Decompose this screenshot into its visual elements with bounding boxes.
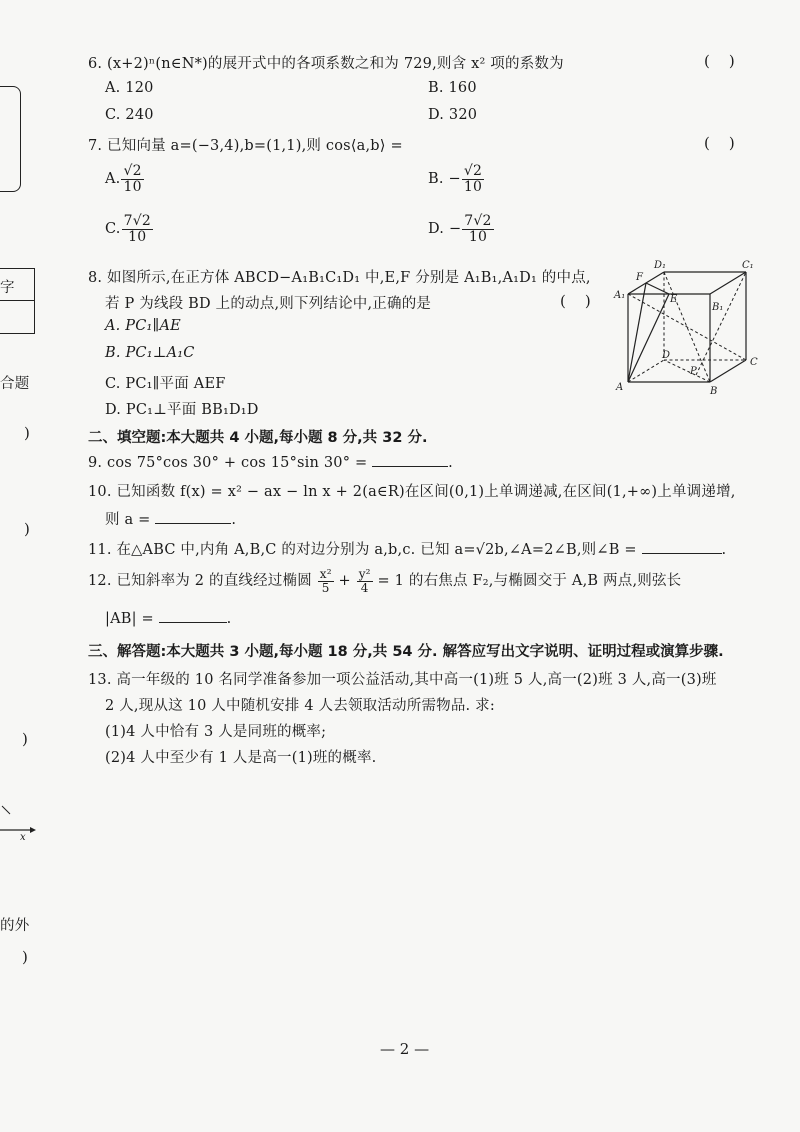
q7-option-a-label: A. [105, 171, 121, 188]
q7-option-a-denominator: 10 [123, 178, 142, 195]
q7-option-b-sign: − [448, 171, 461, 188]
q6-option-b: B. 160 [428, 80, 477, 96]
margin-fragment-heti: 合题 [0, 376, 30, 392]
q12-line1 [88, 568, 681, 594]
label-f: F [636, 272, 643, 283]
q7-answer-paren: ( ) [704, 134, 735, 152]
q8-cube-figure [606, 258, 776, 400]
label-b: B [710, 386, 718, 397]
q6-answer-paren: ( ) [704, 52, 735, 70]
q7-option-b-denominator: 10 [463, 178, 483, 195]
q8-option-b: B. PC₁⊥A₁C [105, 345, 195, 361]
label-e: E [670, 294, 678, 305]
q10-text-line2: 则 a = [105, 512, 151, 528]
q12-fraction-x [318, 568, 334, 594]
q9-text: 9. cos 75°cos 30° + cos 15°sin 30° = [88, 455, 368, 471]
margin-paren-3: ) [22, 730, 28, 748]
q10-line2: 则 a = . [105, 508, 236, 529]
q13-line1: 13. 高一年级的 10 名同学准备参加一项公益活动,其中高一(1)班 5 人,高一(2)班 3 人,高一(3)班 [88, 672, 717, 688]
section2-heading: 二、填空题:本大题共 4 小题,每小题 8 分,共 32 分. [88, 430, 428, 446]
q7-option-d-sign: − [448, 221, 462, 238]
q12-line2: |AB| = . [105, 608, 231, 627]
segment-b-d [664, 360, 710, 382]
q12-plus: + [338, 573, 351, 590]
label-a1: A₁ [614, 290, 626, 301]
q6-option-c: C. 240 [105, 107, 154, 123]
label-p: P [690, 366, 697, 377]
q11-answer-blank [642, 539, 722, 554]
label-c1: C₁ [742, 260, 754, 271]
q7-option-c-label: C. [105, 221, 121, 238]
q7-option-b-fraction [462, 164, 484, 194]
q6-option-d: D. 320 [428, 107, 478, 123]
q6-option-a: A. 120 [105, 80, 154, 96]
q12-fraction-x-numerator: x² [319, 567, 332, 581]
q11-line: 11. 在△ABC 中,内角 A,B,C 的对边分别为 a,b,c. 已知 a=√2b,∠A=2∠B,则∠B = . [88, 538, 726, 559]
margin-fragment-waiwai: 的外 [0, 918, 30, 934]
page-number: — 2 — [380, 1040, 430, 1058]
q8-stem-line2: 若 P 为线段 BD 上的动点,则下列结论中,正确的是 [105, 296, 432, 312]
q7-option-c [105, 214, 153, 244]
q7-option-d-denominator: 10 [468, 228, 488, 245]
q7-option-c-fraction [122, 214, 153, 244]
section3-heading: 三、解答题:本大题共 3 小题,每小题 18 分,共 54 分. 解答应写出文字说明、证明过程或演算步骤. [88, 644, 724, 660]
q9-line: 9. cos 75°cos 30° + cos 15°sin 30° = . [88, 452, 453, 471]
q8-option-d: D. PC₁⊥平面 BB₁D₁D [105, 402, 259, 418]
segment-a1-c [628, 294, 746, 360]
segment-a-f [628, 283, 646, 382]
q13-subquestion-2: (2)4 人中至少有 1 人是高一(1)班的概率. [105, 750, 377, 766]
q8-option-c: C. PC₁∥平面 AEF [105, 376, 226, 392]
q7-stem: 7. 已知向量 a=(−3,4),b=(1,1),则 cos⟨a,b⟩ = [88, 138, 403, 154]
cube-edge-b1-c1 [710, 272, 746, 294]
margin-paren-1: ) [24, 424, 30, 442]
label-b1: B₁ [712, 302, 724, 313]
q8-option-a: A. PC₁∥AE [105, 318, 181, 334]
q12-answer-blank [159, 608, 227, 623]
q12-fraction-y-denominator: 4 [360, 580, 369, 595]
q8-stem-line1: 8. 如图所示,在正方体 ABCD−A₁B₁C₁D₁ 中,E,F 分别是 A₁B₁,A₁D₁ 的中点, [88, 270, 591, 286]
q7-option-b-label: B. [428, 171, 444, 188]
q10-answer-blank [155, 509, 231, 524]
q13-subquestion-1: (1)4 人中恰有 3 人是同班的概率; [105, 724, 327, 740]
q7-option-c-numerator: 7√2 [123, 213, 151, 229]
q7-option-b [428, 164, 484, 194]
q7-option-a-fraction [121, 164, 143, 194]
q11-text: 11. 在△ABC 中,内角 A,B,C 的对边分别为 a,b,c. 已知 a=√2b,∠A=2∠B,则∠B = [88, 542, 637, 558]
label-d: D [662, 350, 671, 361]
label-c: C [750, 357, 758, 368]
q7-option-d-numerator: 7√2 [464, 213, 492, 229]
label-a: A [616, 382, 624, 393]
margin-axis-x-label: x [20, 832, 26, 843]
q7-option-a-numerator: √2 [123, 163, 142, 179]
q13-line2: 2 人,现从这 10 人中随机安排 4 人去领取活动所需物品. 求: [105, 698, 495, 714]
cube-edge-b-c [710, 360, 746, 382]
q8-answer-paren: ( ) [560, 292, 591, 310]
q12-fraction-y-numerator: y² [358, 567, 371, 581]
margin-paren-2: ) [24, 520, 30, 538]
q7-option-d-fraction [462, 214, 493, 244]
q7-option-b-numerator: √2 [463, 163, 483, 179]
margin-divider [0, 300, 34, 301]
q12-fraction-y [357, 568, 373, 594]
q10-line1: 10. 已知函数 f(x) = x² − ax − ln x + 2(a∈R)在区间(0,1)上单调递减,在区间(1,+∞)上单调递增, [88, 484, 736, 500]
segment-e-f [646, 283, 669, 294]
q7-option-d-label: D. [428, 221, 445, 238]
q7-option-c-denominator: 10 [128, 228, 147, 245]
q12-text-post: = 1 的右焦点 F₂,与椭圆交于 A,B 两点,则弦长 [377, 573, 682, 590]
q6-stem: 6. (x+2)ⁿ(n∈N*)的展开式中的各项系数之和为 729,则含 x² 项的系数为 [88, 56, 564, 72]
label-d1: D₁ [654, 260, 667, 271]
q7-option-a [105, 164, 144, 194]
q9-answer-blank [372, 452, 448, 467]
margin-fragment-zi: 字 [0, 280, 15, 296]
q12-text-pre: 12. 已知斜率为 2 的直线经过椭圆 [88, 573, 312, 590]
margin-paren-4: ) [22, 948, 28, 966]
segment-a-e [628, 294, 669, 382]
q7-option-d [428, 214, 494, 244]
q12-fraction-x-denominator: 5 [321, 580, 330, 595]
margin-box-top [0, 86, 21, 192]
q12-text-line2: |AB| = [105, 611, 154, 627]
